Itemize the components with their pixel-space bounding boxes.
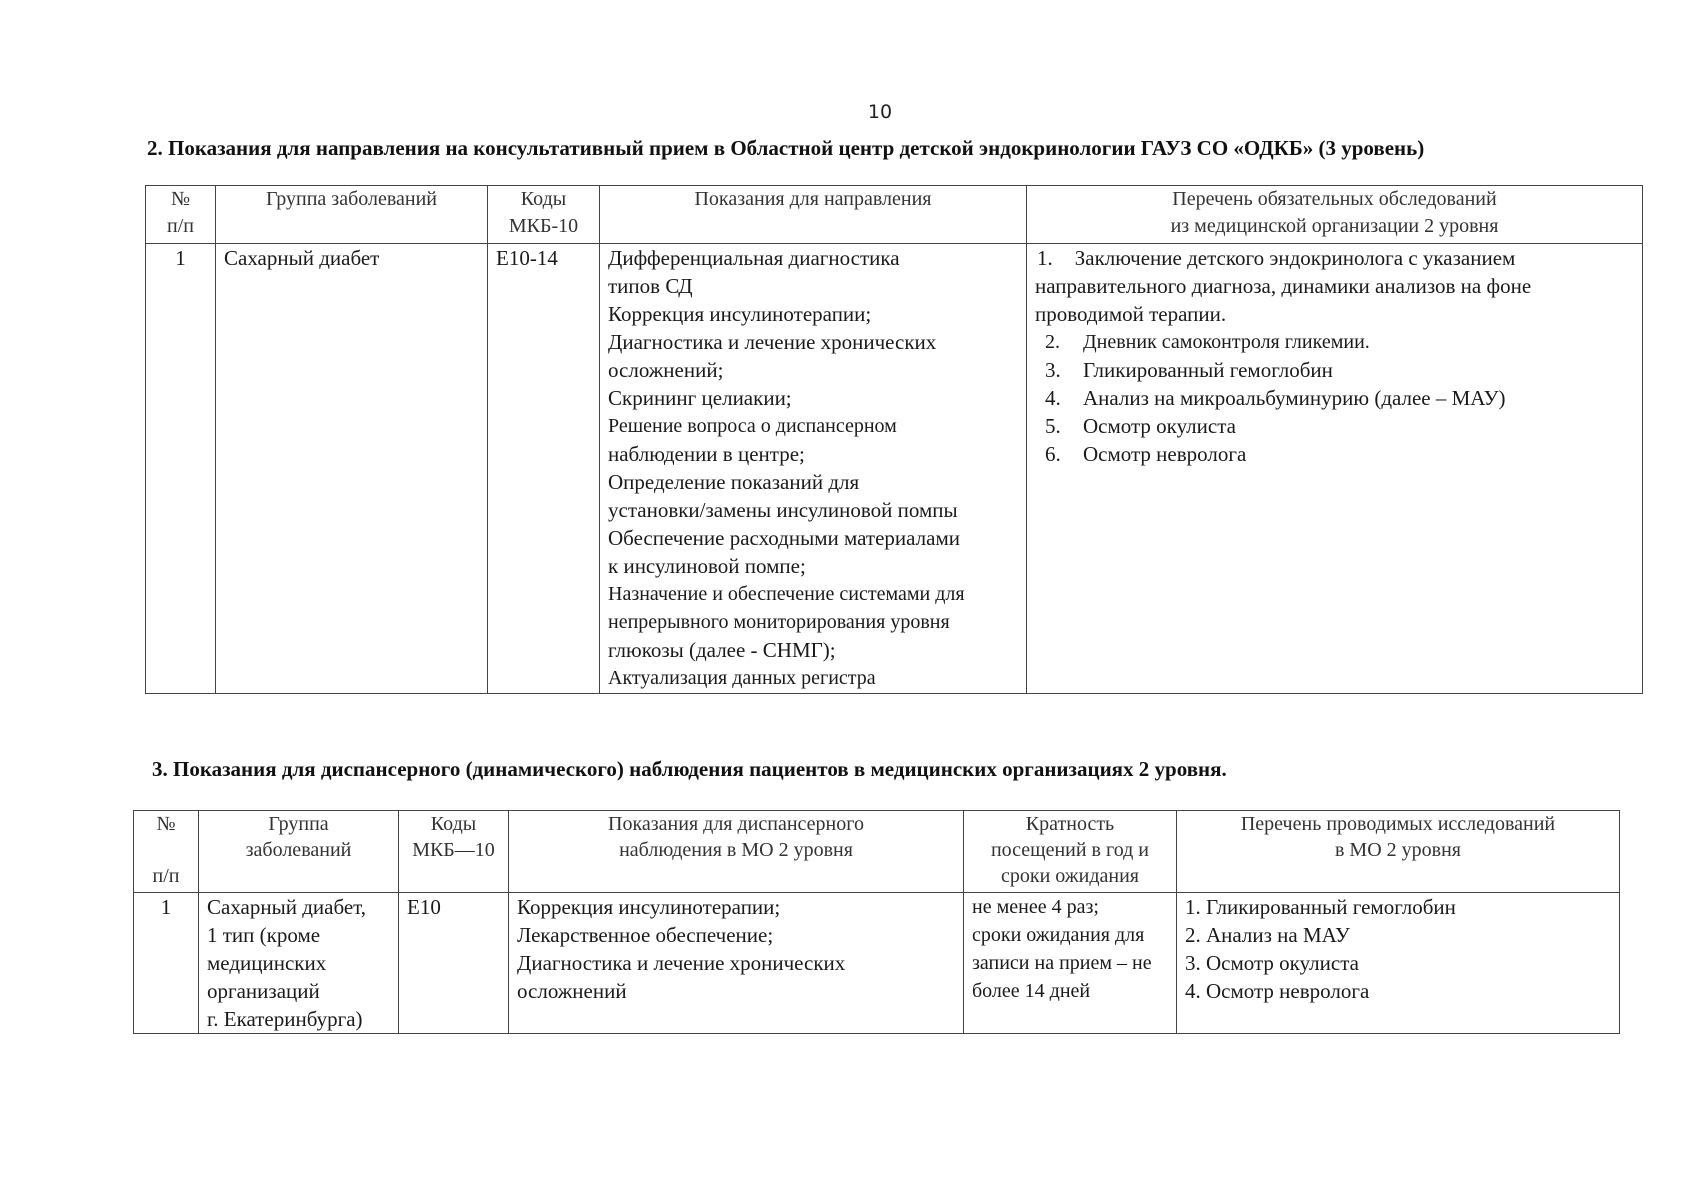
header-indications: Показания для направления — [600, 186, 1027, 244]
exam-num: 6. — [1045, 442, 1061, 466]
group-line: медицинских — [207, 951, 327, 975]
exam-text: Анализ на микроальбуминурию (далее – МАУ) — [1083, 386, 1506, 410]
exam-text: Гликированный гемоглобин — [1083, 358, 1333, 382]
group-line: организаций — [207, 979, 320, 1003]
study-line: 1. Гликированный гемоглобин — [1185, 895, 1456, 919]
page-number: 10 — [867, 101, 893, 123]
header-frequency — [964, 811, 1177, 893]
indication-line: Скрининг целиакии; — [608, 386, 792, 410]
exam-item — [1035, 384, 1634, 412]
header-frequency-line: Кратность — [1025, 813, 1115, 835]
header-exams-line: из медицинской организации 2 уровня — [1170, 215, 1499, 237]
table-header-row — [146, 186, 1643, 244]
header-group-line: заболеваний — [245, 839, 352, 861]
indication-line: типов СД — [608, 274, 693, 298]
group-line: Сахарный диабет, — [207, 895, 367, 919]
table-header-row — [134, 811, 1620, 893]
header-codes-line: Коды — [520, 188, 567, 210]
exam-item-1 — [1035, 244, 1634, 272]
header-frequency-line: сроки ожидания — [1001, 865, 1139, 887]
indication-line: Обеспечение расходными материалами — [608, 526, 960, 550]
row-group: Сахарный диабет — [216, 244, 488, 694]
header-num-line: № — [156, 813, 176, 835]
header-num-line: п/п — [167, 215, 194, 237]
indication-line: Коррекция инсулинотерапии; — [608, 302, 872, 326]
header-indications — [509, 811, 964, 893]
header-group: Группа заболеваний — [216, 186, 488, 244]
exam-item — [1035, 328, 1634, 356]
row-group — [199, 893, 399, 1034]
indication-line: Дифференциальная диагностика — [608, 246, 900, 270]
header-num-line: № — [170, 188, 191, 210]
header-codes — [399, 811, 509, 893]
row-indications — [600, 244, 1027, 694]
header-exams-line: Перечень обязательных обследований — [1172, 188, 1497, 210]
header-indications-line: Показания для диспансерного — [608, 813, 864, 835]
indication-line: Решение вопроса о диспансерном — [608, 415, 897, 437]
indication-line: Коррекция инсулинотерапии; — [517, 895, 781, 919]
row-num: 1 — [134, 893, 199, 1034]
section-3-heading: 3. Показания для диспансерного (динамического) наблюдения пациентов в медицинских организациях 2 уровня. — [152, 757, 1227, 781]
section-2-heading: 2. Показания для направления на консультативный прием в Областной центр детской эндокринологии ГАУЗ СО «ОДКБ» (3 уровень) — [147, 136, 1425, 160]
indication-line: Актуализация данных регистра — [608, 667, 876, 689]
exam-text-continued: направительного диагноза, динамики анализов на фоне — [1035, 274, 1532, 298]
exam-text: Осмотр окулиста — [1083, 414, 1236, 438]
study-line: 3. Осмотр окулиста — [1185, 951, 1359, 975]
indication-line: осложнений; — [608, 358, 724, 382]
frequency-line: не менее 4 раз; — [972, 896, 1099, 918]
header-num-line: п/п — [152, 865, 180, 887]
header-num — [146, 186, 216, 244]
study-line: 4. Осмотр невролога — [1185, 979, 1370, 1003]
exam-text: Заключение детского эндокринолога с указанием — [1074, 246, 1516, 270]
frequency-line: записи на прием – не — [972, 952, 1152, 974]
header-group — [199, 811, 399, 893]
exam-num: 1. — [1037, 246, 1053, 270]
header-exams — [1027, 186, 1643, 244]
row-studies — [1177, 893, 1620, 1034]
header-num — [134, 811, 199, 893]
exam-text: Дневник самоконтроля гликемии. — [1083, 331, 1370, 353]
study-line: 2. Анализ на МАУ — [1185, 923, 1350, 947]
indication-line: Диагностика и лечение хронических — [608, 330, 937, 354]
exam-num: 5. — [1045, 414, 1061, 438]
exam-num: 2. — [1045, 331, 1060, 353]
indication-line: глюкозы (далее - СНМГ); — [608, 638, 836, 662]
header-studies-line: Перечень проводимых исследований — [1240, 813, 1556, 835]
dispensary-observation-table — [133, 810, 1620, 1034]
indication-line: Назначение и обеспечение системами для — [608, 583, 965, 605]
header-codes — [488, 186, 600, 244]
indication-line: установки/замены инсулиновой помпы — [608, 498, 958, 522]
row-indications — [509, 893, 964, 1034]
header-indications-line: наблюдения в МО 2 уровня — [619, 839, 853, 861]
row-codes: Е10-14 — [488, 244, 600, 694]
header-codes-line: МКБ-10 — [508, 215, 579, 237]
group-line: 1 тип (кроме — [207, 923, 321, 947]
group-line: г. Екатеринбурга) — [207, 1007, 363, 1031]
header-codes-line: МКБ—10 — [412, 839, 495, 861]
indication-line: Диагностика и лечение хронических — [517, 951, 846, 975]
indication-line: осложнений — [517, 979, 627, 1003]
exam-item — [1035, 412, 1634, 440]
referral-indications-table — [145, 185, 1643, 694]
indication-line: непрерывного мониторирования уровня — [608, 611, 950, 633]
exam-text-continued: проводимой терапии. — [1035, 302, 1227, 326]
header-group-line: Группа — [268, 813, 329, 835]
exam-num: 4. — [1045, 386, 1061, 410]
table-row — [134, 893, 1620, 1034]
header-studies — [1177, 811, 1620, 893]
indication-line: наблюдении в центре; — [608, 442, 805, 466]
header-studies-line: в МО 2 уровня — [1334, 839, 1461, 861]
row-exams — [1027, 244, 1643, 694]
exam-num: 3. — [1045, 358, 1061, 382]
exam-item — [1035, 440, 1634, 468]
indication-line: Лекарственное обеспечение; — [517, 923, 774, 947]
header-codes-line: Коды — [430, 813, 477, 835]
exam-item — [1035, 356, 1634, 384]
row-num: 1 — [146, 244, 216, 694]
exam-text: Осмотр невролога — [1083, 442, 1247, 466]
frequency-line: сроки ожидания для — [972, 924, 1145, 946]
frequency-line: более 14 дней — [972, 980, 1091, 1002]
table-row — [146, 244, 1643, 694]
row-codes: Е10 — [399, 893, 509, 1034]
header-frequency-line: посещений в год и — [990, 839, 1150, 861]
indication-line: к инсулиновой помпе; — [608, 554, 806, 578]
row-frequency — [964, 893, 1177, 1034]
header-num-line — [142, 837, 190, 863]
indication-line: Определение показаний для — [608, 470, 860, 494]
